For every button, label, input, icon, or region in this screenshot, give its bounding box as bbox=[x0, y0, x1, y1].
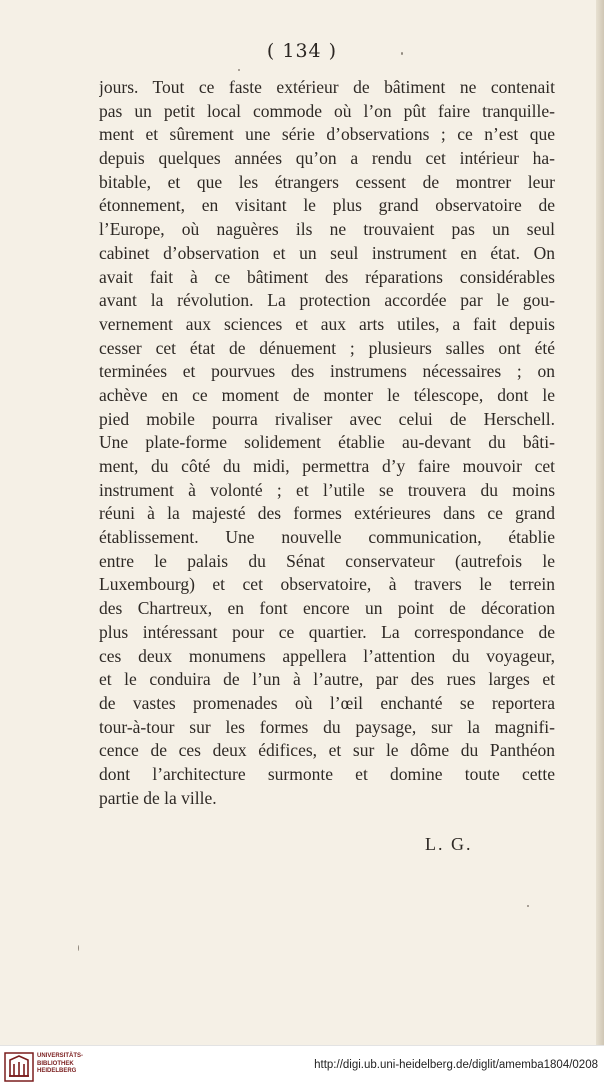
ink-speck bbox=[238, 69, 240, 71]
library-logo-text bbox=[37, 1053, 83, 1076]
ink-speck bbox=[527, 905, 529, 907]
text-line: Luxembourg) et cet observatoire, à travers le terrein bbox=[99, 574, 555, 595]
logo-line: UNIVERSITÄTS- bbox=[37, 1053, 84, 1059]
author-signature: L. G. bbox=[425, 834, 473, 854]
text-line: avant la révolution. La protection accordée par le gou- bbox=[99, 290, 555, 311]
footer-bar bbox=[0, 1045, 604, 1088]
text-line: vernement aux sciences et aux arts utiles, a fait depuis bbox=[99, 313, 555, 334]
text-line: étonnement, en visitant le plus grand observatoire de bbox=[99, 195, 555, 216]
text-line: réuni à la majesté des formes extérieures dans ce grand bbox=[99, 503, 555, 524]
text-line: l’Europe, où naguères ils ne trouvaient pas un seul bbox=[99, 219, 555, 240]
text-line: de vastes promenades où l’œil enchanté se reportera bbox=[99, 692, 555, 713]
text-line: établissement. Une nouvelle communication, établie bbox=[99, 527, 555, 548]
text-line: pied mobile pourra rivaliser avec celui de Herschell. bbox=[99, 408, 555, 429]
ink-speck bbox=[78, 945, 79, 951]
text-line: pas un petit local commode où l’on pût faire tranquille- bbox=[99, 100, 555, 121]
text-line: dont l’architecture surmonte et domine toute cette bbox=[99, 763, 555, 784]
source-url-link[interactable]: http://digi.ub.uni-heidelberg.de/diglit/amemba1804/0208 bbox=[314, 1059, 598, 1071]
text-line: ment et sûrement une série d’observations ; ce n’est que bbox=[99, 124, 555, 145]
text-line: avait fait à ce bâtiment des réparations considérables bbox=[99, 266, 555, 287]
text-line: cence de ces deux édifices, et sur le dôme du Panthéon bbox=[99, 740, 555, 761]
text-line: ment, du côté du midi, permettra d’y faire mouvoir cet bbox=[99, 456, 555, 476]
text-line: instrument à volonté ; et l’utile se trouvera du moins bbox=[99, 479, 555, 500]
logo-line: HEIDELBERG bbox=[37, 1068, 77, 1074]
text-line: terminées et pourvues des instrumens nécessaires ; on bbox=[99, 361, 555, 382]
text-line: entre le palais du Sénat conservateur (autrefois le bbox=[99, 550, 555, 571]
text-line: et le conduira de l’un à l’autre, par des rues larges et bbox=[99, 669, 555, 690]
text-line: Une plate-forme solidement établie au-devant du bâti- bbox=[99, 432, 555, 453]
text-line: depuis quelques années qu’on a rendu cet intérieur ha- bbox=[99, 148, 555, 169]
text-line: jours. Tout ce faste extérieur de bâtiment ne contenait bbox=[99, 77, 555, 97]
page-number: ( 134 ) bbox=[266, 40, 338, 62]
text-line: partie de la ville. bbox=[99, 787, 217, 808]
ink-speck bbox=[401, 52, 403, 55]
text-line: ces deux monumens appellera l’attention du voyageur, bbox=[99, 645, 555, 666]
library-seal-icon bbox=[4, 1052, 34, 1082]
text-line: tour-à-tour sur les formes du paysage, sur la magnifi- bbox=[99, 716, 555, 737]
text-line: bitable, et que les étrangers cessent de montrer leur bbox=[99, 171, 555, 192]
text-line: achève en ce moment de monter le télescope, dont le bbox=[99, 384, 555, 405]
text-line: des Chartreux, en font encore un point de décoration bbox=[99, 598, 555, 619]
logo-line: BIBLIOTHEK bbox=[37, 1060, 74, 1067]
text-line: plus intéressant pour ce quartier. La correspondance de bbox=[99, 621, 555, 642]
text-line: cabinet d’observation et un seul instrument en état. On bbox=[99, 242, 555, 263]
text-line: cesser cet état de dénuement ; plusieurs salles ont été bbox=[99, 337, 555, 358]
body-text bbox=[99, 76, 555, 810]
page-gutter-shadow bbox=[596, 0, 604, 1045]
